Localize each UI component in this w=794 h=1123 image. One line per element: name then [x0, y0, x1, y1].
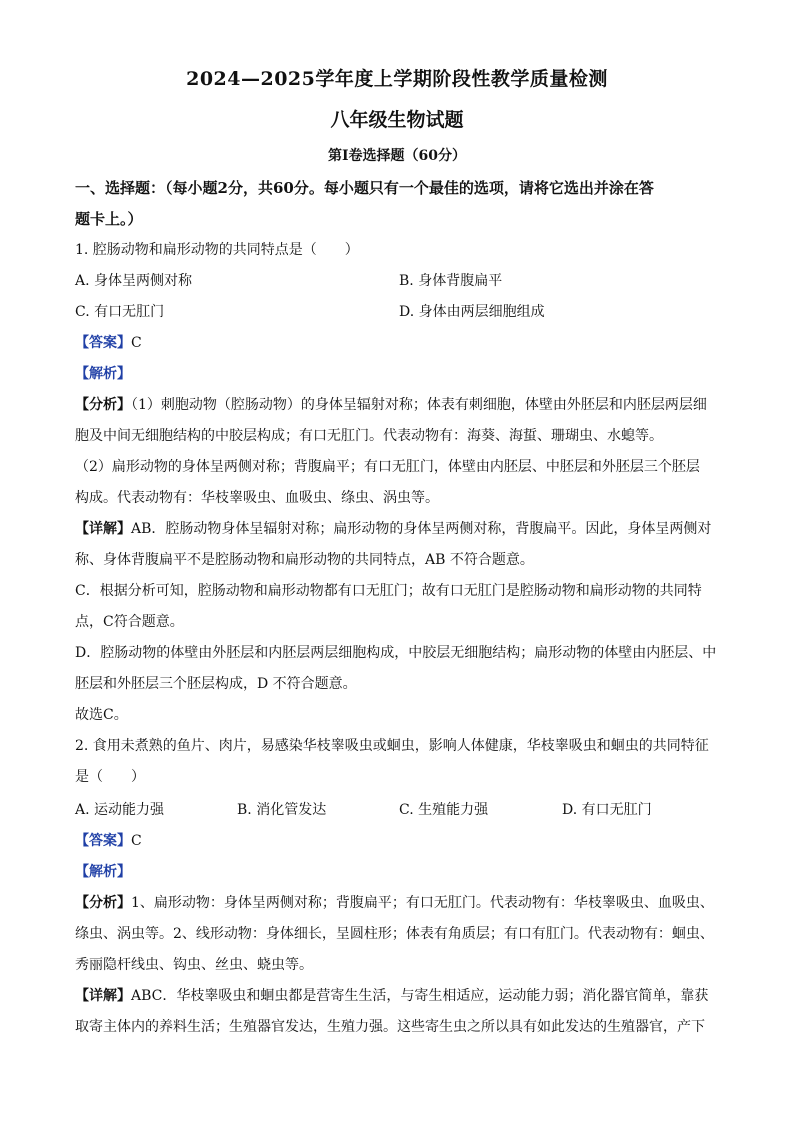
- fenxi-tag: 【分析】: [75, 895, 131, 911]
- fenxi-text: 1、扁形动物：身体呈两侧对称；背腹扁平；有口无肛门。代表动物有：华枝睾吸虫、血吸虫、: [131, 895, 714, 911]
- fenxi-tag: 【分析】: [75, 397, 131, 413]
- q1-stem: 1. 腔肠动物和扁形动物的共同特点是（ ）: [75, 242, 359, 258]
- q1-option-b: B. 身体背腹扁平: [399, 273, 503, 289]
- instructions-line-2: 题卡上。）: [75, 210, 143, 228]
- q1-fenxi-line-2: 胞及中间无细胞结构的中胶层构成；有口无肛门。代表动物有：海葵、海蜇、珊瑚虫、水螅等。: [75, 428, 663, 444]
- q1-option-a: A. 身体呈两侧对称: [75, 273, 193, 289]
- analysis-tag: 【解析】: [75, 366, 131, 382]
- detail-text: AB．腔肠动物身体呈辐射对称；扁形动物的身体呈两侧对称，背腹扁平。因此，身体呈两侧对: [131, 521, 712, 537]
- q1-fenxi-line-3: （2）扁形动物的身体呈两侧对称；背腹扁平；有口无肛门，体壁由内胚层、中胚层和外胚层三个胚层: [75, 459, 700, 475]
- q2-detail-line-1: [75, 986, 725, 1006]
- detail-tag: 【详解】: [75, 521, 131, 537]
- answer-tag: 【答案】: [75, 335, 131, 351]
- q2-option-c: C. 生殖能力强: [399, 802, 489, 818]
- q1-detail-line-1: [75, 519, 725, 539]
- q1-fenxi-line-1: [75, 395, 725, 415]
- answer-value: C: [131, 833, 142, 849]
- q2-option-a: A. 运动能力强: [75, 802, 165, 818]
- q1-analysis-heading: [75, 364, 725, 384]
- q1-conclusion: 故选C。: [75, 707, 128, 723]
- instructions-line-1: 一、选择题：（每小题2分，共60分。每小题只有一个最佳的选项，请将它选出并涂在答: [75, 179, 654, 197]
- q2-fenxi-line-1: [75, 893, 725, 913]
- q1-option-d: D. 身体由两层细胞组成: [399, 304, 545, 320]
- q1-answer: [75, 333, 725, 353]
- answer-tag: 【答案】: [75, 833, 131, 849]
- answer-value: C: [131, 335, 142, 351]
- q2-detail-line-2: 取寄主体内的养料生活；生殖器官发达，生殖力强。这些寄生虫之所以具有如此发达的生殖器官，产下: [75, 1019, 705, 1035]
- q1-option-c: C. 有口无肛门: [75, 304, 165, 320]
- exam-subtitle: 八年级生物试题: [330, 109, 464, 131]
- q2-stem-line-1: 2. 食用未煮熟的鱼片、肉片，易感染华枝睾吸虫或蛔虫，影响人体健康，华枝睾吸虫和蛔虫的共同特征: [75, 738, 709, 754]
- q2-fenxi-line-2: 绦虫、涡虫等。2、线形动物：身体细长，呈圆柱形；体表有角质层；有口有肛门。代表动物有：蛔虫、: [75, 926, 714, 942]
- q2-stem-line-2: 是（ ）: [75, 769, 145, 785]
- q2-fenxi-line-3: 秀丽隐杆线虫、钩虫、丝虫、蛲虫等。: [75, 957, 313, 973]
- analysis-tag: 【解析】: [75, 864, 131, 880]
- section-heading: 第I卷选择题（60分）: [327, 148, 467, 164]
- q2-answer: [75, 831, 725, 851]
- exam-title: 2024—2025学年度上学期阶段性教学质量检测: [186, 68, 608, 90]
- detail-text: ABC．华枝睾吸虫和蛔虫都是营寄生生活，与寄生相适应，运动能力弱；消化器官简单，靠获: [131, 988, 709, 1004]
- q2-option-d: D. 有口无肛门: [562, 802, 652, 818]
- q1-detail-line-3: C．根据分析可知，腔肠动物和扁形动物都有口无肛门；故有口无肛门是腔肠动物和扁形动物的共同特: [75, 583, 702, 599]
- q1-detail-line-5: D．腔肠动物的体壁由外胚层和内胚层两层细胞构成，中胶层无细胞结构；扁形动物的体壁由内胚层、中: [75, 645, 717, 661]
- detail-tag: 【详解】: [75, 988, 131, 1004]
- q1-detail-line-6: 胚层和外胚层三个胚层构成，D 不符合题意。: [75, 676, 357, 692]
- q1-detail-line-4: 点，C符合题意。: [75, 614, 184, 630]
- q1-fenxi-line-4: 构成。代表动物有：华枝睾吸虫、血吸虫、绦虫、涡虫等。: [75, 490, 439, 506]
- q1-detail-line-2: 称、身体背腹扁平不是腔肠动物和扁形动物的共同特点，AB 不符合题意。: [75, 552, 534, 568]
- q2-option-b: B. 消化管发达: [237, 802, 327, 818]
- q2-analysis-heading: [75, 862, 725, 882]
- fenxi-text: （1）刺胞动物（腔肠动物）的身体呈辐射对称；体表有刺细胞，体壁由外胚层和内胚层两层细: [131, 397, 707, 413]
